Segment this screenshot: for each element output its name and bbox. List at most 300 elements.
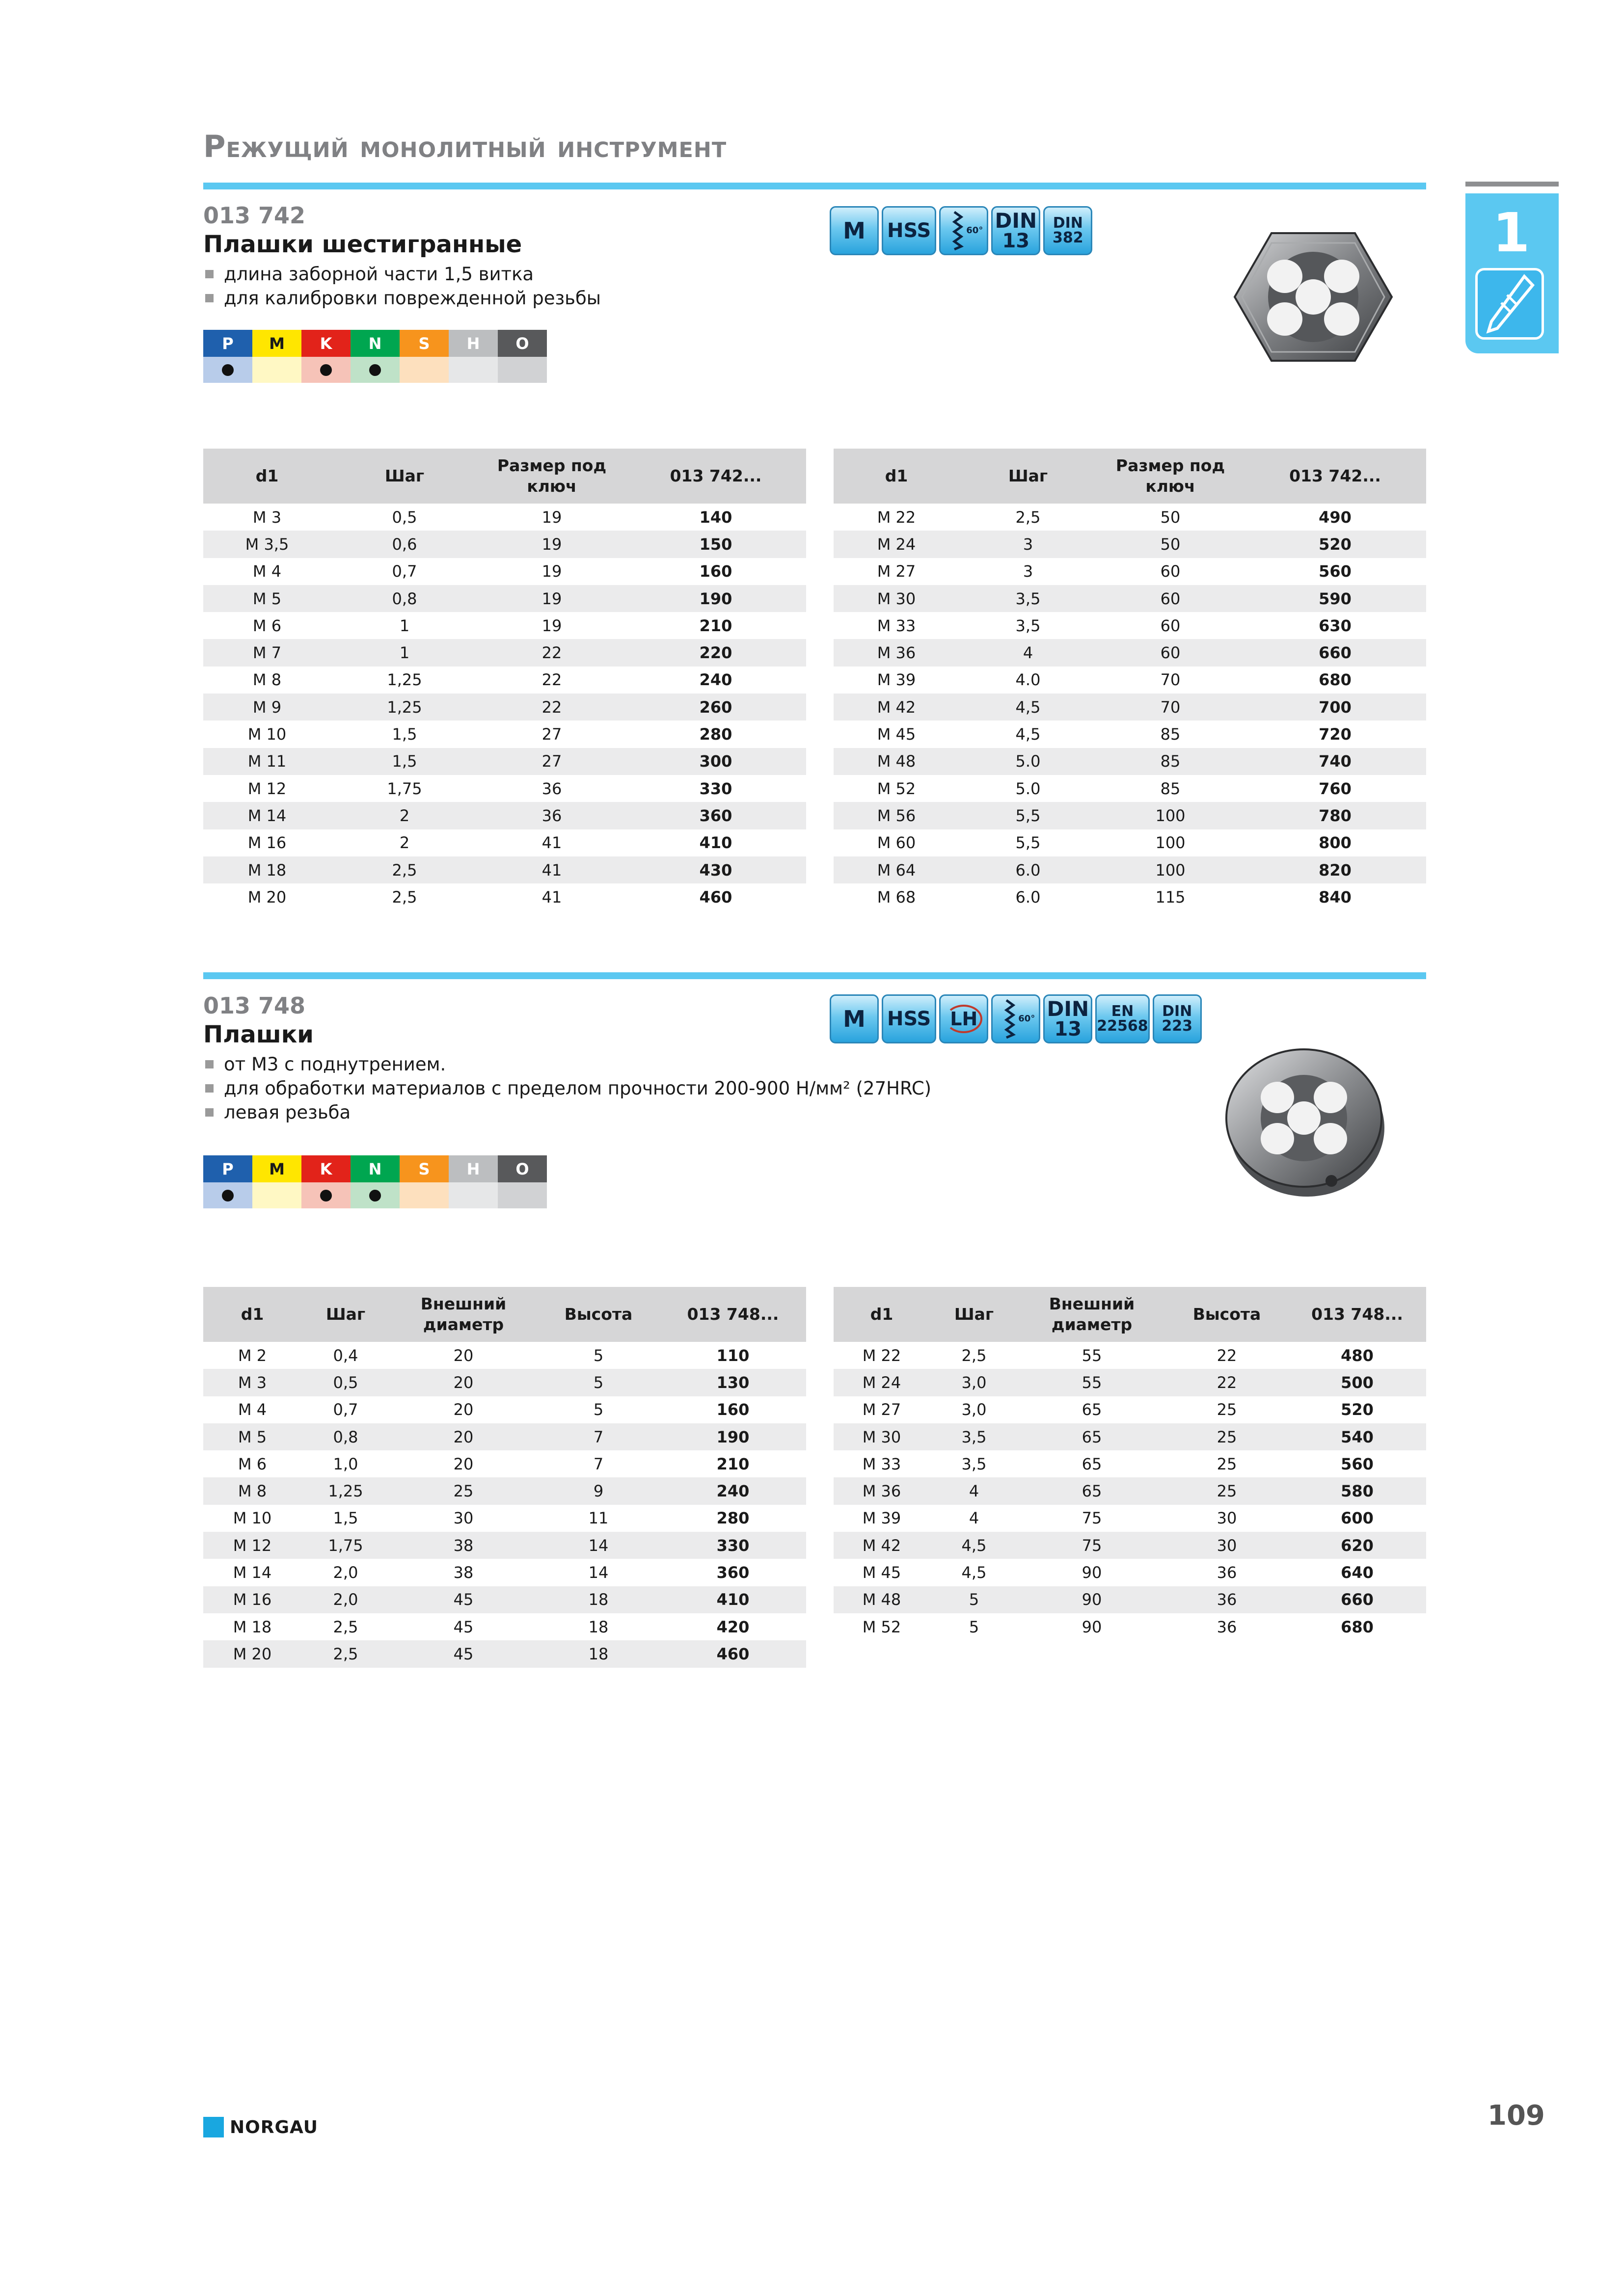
table-row: [834, 856, 1426, 883]
din-223-badge: [1153, 994, 1202, 1043]
iso-suitability-p: [203, 1182, 252, 1208]
table-cell: 22: [1217, 1346, 1237, 1365]
table-cell: M 16: [203, 1586, 301, 1613]
table-cell: M 22: [862, 1346, 901, 1365]
din-number: 13: [1054, 1018, 1082, 1041]
table-cell: 20: [453, 1346, 474, 1365]
section1-article: 013 742: [203, 202, 306, 229]
table-cell: 490: [1319, 507, 1352, 527]
table-cell: M 10: [233, 1509, 272, 1528]
table-cell: 4,5: [930, 1532, 1018, 1559]
din-number: 382: [1052, 229, 1083, 246]
table-cell: 0,6: [331, 531, 478, 558]
table-cell: 45: [390, 1586, 537, 1613]
table-cell: 4,5: [961, 1563, 987, 1582]
table-cell: 1,25: [331, 694, 478, 721]
table-row: [203, 639, 806, 666]
table-row: [203, 829, 806, 856]
table-row: [834, 802, 1426, 829]
col-header: Внешний диаметр: [1018, 1287, 1165, 1342]
table-cell: 660: [1288, 1586, 1426, 1613]
table-row: [203, 856, 806, 883]
table-row: [834, 748, 1426, 775]
din-13-badge: [991, 206, 1040, 255]
table-cell: 1,75: [387, 779, 422, 798]
table-cell: M 12: [203, 1532, 301, 1559]
table-row: [834, 1586, 1426, 1613]
table-cell: 660: [1244, 639, 1426, 666]
table-cell: 760: [1319, 779, 1352, 798]
table-cell: 630: [1319, 616, 1352, 635]
iso-suitability-k: [301, 1182, 351, 1208]
table-cell: 36: [541, 779, 562, 798]
table-cell: 60: [1097, 639, 1244, 666]
table-cell: M 39: [877, 670, 916, 690]
table-cell: 210: [699, 616, 732, 635]
table-cell: 60: [1097, 585, 1244, 612]
table-row: [203, 1586, 806, 1613]
col-header: 013 742...: [1244, 449, 1426, 504]
table-cell: 500: [1288, 1369, 1426, 1396]
table-cell: 1: [399, 616, 410, 635]
col-header: d1: [834, 1287, 930, 1342]
iso-label-s: S: [400, 330, 449, 357]
table-cell: 3,5: [1015, 616, 1041, 635]
table-cell: 18: [537, 1640, 660, 1667]
hss-badge: HSS: [882, 206, 936, 255]
din-number: 223: [1162, 1017, 1192, 1035]
table-cell: 0,8: [331, 585, 478, 612]
table-cell: M 27: [862, 1400, 901, 1419]
din-382-badge: [1043, 206, 1092, 255]
table-row: [203, 612, 806, 639]
table-cell: M 6: [238, 1454, 267, 1473]
table-cell: 1,75: [301, 1532, 390, 1559]
iso-label-o: O: [498, 330, 547, 357]
table-cell: M 33: [877, 616, 916, 635]
table-cell: 580: [1288, 1477, 1426, 1504]
table-cell: 90: [1018, 1586, 1165, 1613]
table-row: [834, 1477, 1426, 1504]
material-m-badge: M: [830, 994, 879, 1043]
table-cell: 19: [478, 585, 625, 612]
table-cell: 65: [1082, 1454, 1102, 1473]
table-cell: 55: [1018, 1369, 1165, 1396]
section2-badges: [830, 994, 1202, 1043]
table-cell: 2,5: [331, 856, 478, 883]
table-cell: 3,5: [930, 1423, 1018, 1450]
table-row: [203, 1450, 806, 1477]
table-cell: 38: [453, 1563, 474, 1582]
table-cell: 240: [660, 1477, 806, 1504]
table-cell: 19: [541, 507, 562, 527]
side-tab-bar: [1465, 182, 1559, 187]
table-cell: 1,5: [331, 748, 478, 775]
table-row: [203, 748, 806, 775]
col-header: Шаг: [930, 1287, 1018, 1342]
table-cell: M 20: [203, 1640, 301, 1667]
en-label: EN: [1111, 1003, 1134, 1020]
table-cell: M 20: [247, 887, 287, 907]
table-row: [834, 1559, 1426, 1586]
table-cell: M 18: [233, 1617, 272, 1636]
table-cell: 70: [1160, 670, 1181, 690]
iso-label-k: K: [301, 1155, 351, 1182]
iso-suitability-n: [351, 1182, 400, 1208]
table-cell: 3,0: [930, 1369, 1018, 1396]
table-cell: 0,5: [301, 1369, 390, 1396]
thread-angle: 60°: [1018, 1014, 1035, 1024]
table-cell: 5: [593, 1400, 604, 1419]
section1-iso-materials: [203, 330, 547, 383]
table-cell: 110: [716, 1346, 750, 1365]
table-cell: 1,5: [333, 1509, 358, 1528]
din-label: DIN: [1047, 997, 1089, 1021]
table-cell: 115: [1155, 887, 1186, 907]
table-cell: 19: [541, 562, 562, 581]
col-header: Размер под ключ: [478, 449, 625, 504]
table-cell: M 48: [834, 1586, 930, 1613]
col-header: d1: [203, 449, 331, 504]
table-cell: 680: [1341, 1617, 1374, 1636]
table-cell: 160: [716, 1400, 750, 1419]
table-cell: 300: [625, 748, 806, 775]
table-row: [203, 1396, 806, 1423]
table-cell: M 7: [203, 639, 331, 666]
feature-item: от М3 с поднутрением.: [203, 1052, 931, 1076]
table-cell: 5.0: [959, 748, 1097, 775]
table-cell: 480: [1341, 1346, 1374, 1365]
table-cell: 25: [1217, 1454, 1237, 1473]
table-cell: 4: [930, 1477, 1018, 1504]
table-cell: 1,25: [301, 1477, 390, 1504]
col-header: Размер под ключ: [1097, 449, 1244, 504]
din-label: DIN: [1162, 1003, 1192, 1020]
table-cell: 5: [969, 1617, 979, 1636]
iso-suitability-s: [400, 1182, 449, 1208]
table-cell: 260: [625, 694, 806, 721]
table-cell: 22: [541, 670, 562, 690]
table-cell: M 4: [238, 1400, 267, 1419]
section2-article: 013 748: [203, 992, 306, 1019]
table-cell: 680: [1319, 670, 1352, 690]
table-cell: 330: [660, 1532, 806, 1559]
table-cell: M 36: [834, 639, 959, 666]
table-cell: 60: [1160, 562, 1181, 581]
table-cell: 3,5: [959, 585, 1097, 612]
table-cell: 1: [331, 639, 478, 666]
table-cell: M 48: [834, 748, 959, 775]
table-cell: 430: [625, 856, 806, 883]
table-cell: M 6: [252, 616, 282, 635]
table-cell: 2,5: [1015, 507, 1041, 527]
iso-suitability-h: [449, 357, 498, 383]
section1-badges: [830, 206, 1092, 255]
table-row: [203, 585, 806, 612]
table-cell: 820: [1244, 856, 1426, 883]
section2-features: [203, 1052, 931, 1124]
en-22568-badge: [1095, 994, 1149, 1043]
table-cell: 50: [1160, 507, 1181, 527]
table-row: [834, 639, 1426, 666]
table-cell: 30: [453, 1509, 474, 1528]
table-row: [834, 1396, 1426, 1423]
din-13-badge: [1043, 994, 1092, 1043]
table-cell: 740: [1244, 748, 1426, 775]
iso-suitability-p: [203, 357, 252, 383]
table-cell: 640: [1341, 1563, 1374, 1582]
table-cell: 75: [1082, 1509, 1102, 1528]
table-cell: M 30: [834, 585, 959, 612]
table-cell: 20: [453, 1400, 474, 1419]
iso-label-m: M: [252, 1155, 301, 1182]
table-cell: 85: [1097, 748, 1244, 775]
table-cell: 36: [1217, 1563, 1237, 1582]
col-header: d1: [834, 449, 959, 504]
table-cell: M 56: [834, 802, 959, 829]
table-cell: 2,5: [301, 1640, 390, 1667]
table-cell: 36: [478, 802, 625, 829]
table-cell: M 52: [862, 1617, 901, 1636]
material-m-badge: M: [830, 206, 879, 255]
section1-table-right: [834, 449, 1426, 910]
table-cell: 460: [699, 887, 732, 907]
table-row: [834, 1532, 1426, 1559]
table-row: [203, 667, 806, 694]
table-cell: M 9: [203, 694, 331, 721]
table-cell: 5: [537, 1369, 660, 1396]
thread-profile-icon: [997, 999, 1016, 1039]
col-header: Шаг: [959, 449, 1097, 504]
table-cell: 2,5: [392, 887, 417, 907]
table-cell: 100: [1097, 856, 1244, 883]
table-cell: M 42: [834, 694, 959, 721]
table-cell: M 16: [247, 833, 287, 853]
table-cell: 55: [1082, 1346, 1102, 1365]
table-cell: 5: [930, 1586, 1018, 1613]
table-cell: M 45: [877, 725, 916, 744]
table-cell: 4: [969, 1509, 979, 1528]
iso-suitability-n: [351, 357, 400, 383]
table-cell: 27: [541, 725, 562, 744]
table-cell: 190: [625, 585, 806, 612]
iso-label-p: P: [203, 330, 252, 357]
table-cell: 220: [625, 639, 806, 666]
iso-label-m: M: [252, 330, 301, 357]
table-cell: 3: [1023, 562, 1033, 581]
table-cell: M 4: [252, 562, 282, 581]
table-cell: 27: [478, 748, 625, 775]
table-cell: M 60: [877, 833, 916, 853]
col-header: Шаг: [301, 1287, 390, 1342]
table-cell: 130: [660, 1369, 806, 1396]
brand-logo[interactable]: [203, 2117, 318, 2137]
din-label: DIN: [995, 209, 1037, 233]
table-row: [834, 1450, 1426, 1477]
table-cell: 41: [541, 887, 562, 907]
iso-suitability-o: [498, 1182, 547, 1208]
table-cell: M 11: [203, 748, 331, 775]
feature-item: для калибровки поврежденной резьбы: [203, 286, 601, 310]
table-cell: 5.0: [1015, 779, 1041, 798]
table-cell: 280: [699, 725, 732, 744]
table-cell: 7: [537, 1423, 660, 1450]
table-cell: M 33: [862, 1454, 901, 1473]
table-cell: M 5: [203, 1423, 301, 1450]
table-cell: 2,5: [961, 1346, 987, 1365]
table-row: [203, 1423, 806, 1450]
table-cell: 520: [1341, 1400, 1374, 1419]
table-cell: 25: [1217, 1400, 1237, 1419]
table-cell: 4,5: [1015, 725, 1041, 744]
table-row: [203, 1342, 806, 1369]
table-cell: 45: [453, 1617, 474, 1636]
table-cell: 1,5: [392, 725, 417, 744]
table-cell: 45: [390, 1640, 537, 1667]
col-header: Высота: [537, 1287, 660, 1342]
table-cell: 50: [1097, 531, 1244, 558]
table-cell: 5: [593, 1346, 604, 1365]
hex-die-icon: [1230, 223, 1397, 373]
iso-suitability-m: [252, 1182, 301, 1208]
table-cell: 1,25: [387, 670, 422, 690]
feature-item: для обработки материалов с пределом прочности 200-900 Н/мм² (27HRC): [203, 1076, 931, 1100]
table-cell: 4,5: [959, 694, 1097, 721]
table-cell: 620: [1288, 1532, 1426, 1559]
section2-rule: [203, 972, 1426, 979]
table-row: [203, 775, 806, 802]
table-cell: 41: [541, 833, 562, 853]
table-cell: 20: [453, 1454, 474, 1473]
iso-label-n: N: [351, 330, 400, 357]
table-cell: 800: [1319, 833, 1352, 853]
table-cell: 22: [478, 694, 625, 721]
table-row: [203, 558, 806, 585]
table-row: [203, 1559, 806, 1586]
din-number: 13: [1002, 230, 1030, 252]
iso-label-p: P: [203, 1155, 252, 1182]
table-cell: 11: [588, 1509, 609, 1528]
table-cell: 2,0: [333, 1563, 358, 1582]
table-cell: M 22: [877, 507, 916, 527]
table-cell: 0,4: [333, 1346, 358, 1365]
col-header: 013 742...: [625, 449, 806, 504]
iso-suitability-h: [449, 1182, 498, 1208]
table-cell: 160: [699, 562, 732, 581]
table-cell: 520: [1244, 531, 1426, 558]
col-header: 013 748...: [1288, 1287, 1426, 1342]
table-cell: 6.0: [959, 856, 1097, 883]
table-cell: 38: [390, 1532, 537, 1559]
col-header: 013 748...: [660, 1287, 806, 1342]
table-cell: 90: [1082, 1563, 1102, 1582]
table-cell: 25: [1165, 1423, 1288, 1450]
table-cell: 4: [959, 639, 1097, 666]
table-cell: 3,0: [961, 1400, 987, 1419]
table-cell: M 52: [877, 779, 916, 798]
table-cell: 65: [1018, 1423, 1165, 1450]
table-row: [834, 585, 1426, 612]
table-cell: M 18: [203, 856, 331, 883]
table-row: [203, 694, 806, 721]
table-cell: 41: [478, 856, 625, 883]
iso-label-s: S: [400, 1155, 449, 1182]
table-cell: 36: [1217, 1617, 1237, 1636]
table-cell: 18: [537, 1586, 660, 1613]
table-cell: 460: [660, 1640, 806, 1667]
table-row: [834, 558, 1426, 585]
section1-features: [203, 262, 601, 310]
table-row: [834, 1369, 1426, 1396]
table-cell: 280: [716, 1509, 750, 1528]
table-cell: 18: [588, 1617, 609, 1636]
table-cell: 65: [1082, 1400, 1102, 1419]
table-cell: 420: [716, 1617, 750, 1636]
table-row: [834, 1342, 1426, 1369]
table-cell: 2: [331, 802, 478, 829]
table-cell: 9: [537, 1477, 660, 1504]
table-cell: 6.0: [1015, 887, 1041, 907]
table-cell: M 8: [252, 670, 282, 690]
table-cell: M 5: [203, 585, 331, 612]
lh-label: LH: [945, 1005, 982, 1033]
en-number: 22568: [1097, 1017, 1148, 1035]
table-row: [203, 1532, 806, 1559]
table-cell: 2: [399, 833, 410, 853]
table-cell: 30: [1217, 1509, 1237, 1528]
col-header: d1: [203, 1287, 301, 1342]
chapter-number: 1: [1492, 201, 1530, 264]
iso-suitability-o: [498, 357, 547, 383]
table-cell: 14: [588, 1563, 609, 1582]
table-cell: M 2: [238, 1346, 267, 1365]
iso-label-h: H: [449, 1155, 498, 1182]
table-cell: 5,5: [1015, 833, 1041, 853]
table-row: [203, 721, 806, 748]
table-cell: 840: [1319, 887, 1352, 907]
section2-table-left: [203, 1287, 806, 1668]
table-cell: 19: [541, 616, 562, 635]
table-cell: 2,5: [333, 1617, 358, 1636]
thread-60-badge: [991, 994, 1040, 1043]
table-cell: 65: [1018, 1477, 1165, 1504]
table-row: [834, 504, 1426, 531]
table-cell: 22: [478, 639, 625, 666]
iso-label-h: H: [449, 330, 498, 357]
iso-label-o: O: [498, 1155, 547, 1182]
page-number: 109: [1488, 2100, 1545, 2132]
table-cell: M 42: [834, 1532, 930, 1559]
table-row: [834, 1423, 1426, 1450]
iso-label-n: N: [351, 1155, 400, 1182]
logo-square-icon: [203, 2117, 224, 2137]
table-cell: 5,5: [959, 802, 1097, 829]
table-cell: 100: [1155, 833, 1186, 853]
table-cell: M 68: [877, 887, 916, 907]
table-row: [834, 775, 1426, 802]
table-cell: 240: [699, 670, 732, 690]
table-row: [203, 1477, 806, 1504]
table-cell: M 24: [834, 1369, 930, 1396]
table-cell: 190: [660, 1423, 806, 1450]
table-cell: M 8: [203, 1477, 301, 1504]
table-cell: M 3: [203, 1369, 301, 1396]
table-cell: 85: [1160, 725, 1181, 744]
table-cell: 60: [1160, 616, 1181, 635]
iso-suitability-m: [252, 357, 301, 383]
iso-suitability-k: [301, 357, 351, 383]
table-row: [834, 1505, 1426, 1532]
